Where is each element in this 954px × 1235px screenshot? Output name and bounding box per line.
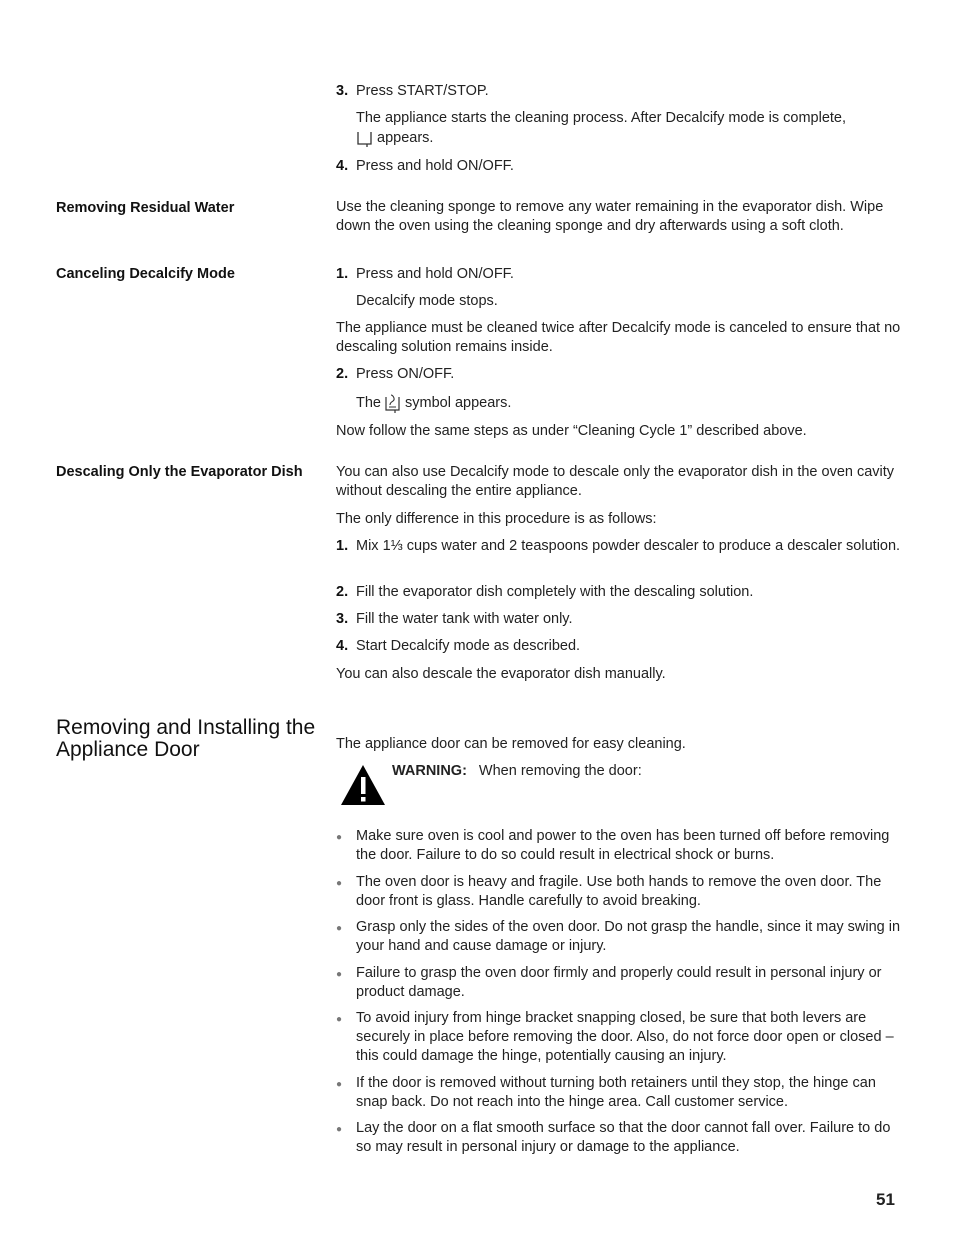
- bullet-dot: ●: [336, 878, 343, 889]
- descale-symbol-icon: [384, 393, 402, 413]
- cancel-follow: Now follow the same steps as under “Cleaning Cycle 1” described above.: [336, 423, 807, 439]
- bullet-text: The oven door is heavy and fragile. Use both hands to remove the oven door. The door front is glass. Handle carefully to avoid breaking.: [356, 874, 882, 909]
- residual-text: Use the cleaning sponge to remove any water remaining in the evaporator dish. Wipe down the oven using the cleaning sponge and dry afterwards using a soft cloth.: [336, 199, 884, 234]
- step-text: Start Decalcify mode as described.: [356, 638, 581, 654]
- step-number: 3.: [336, 83, 349, 99]
- step-note-suffix: appears.: [377, 130, 434, 146]
- step-note: The appliance starts the cleaning process. After Decalcify mode is complete,: [356, 110, 847, 126]
- descale-intro: You can also use Decalcify mode to descale only the evaporator dish in the oven cavity without descaling the entire appliance.: [336, 464, 895, 499]
- warning-text: When removing the door:: [478, 763, 642, 779]
- step-number: 2.: [336, 584, 349, 600]
- warning-label: WARNING:: [392, 763, 467, 779]
- bullet-dot: ●: [336, 1079, 343, 1090]
- step-text: Press START/STOP.: [356, 83, 489, 99]
- step-number: 2.: [336, 366, 349, 382]
- step-text: Press and hold ON/OFF.: [356, 158, 514, 174]
- bullet-dot: ●: [336, 1124, 343, 1135]
- bullet-dot: ●: [336, 832, 343, 843]
- step-text: Mix 1⅓ cups water and 2 teaspoons powder descaler to produce a descaler solution.: [356, 538, 901, 554]
- step-note: Decalcify mode stops.: [356, 293, 498, 309]
- door-intro: The appliance door can be removed for easy cleaning.: [336, 736, 686, 752]
- cancel-paragraph: The appliance must be cleaned twice after Decalcify mode is canceled to ensure that no descaling solution remains inside.: [336, 320, 901, 355]
- warning-icon: [339, 763, 387, 807]
- bullet-text: Lay the door on a flat smooth surface so that the door cannot fall over. Failure to do so may result in personal injury or damage to the appliance.: [356, 1120, 891, 1155]
- step-text: Press ON/OFF.: [356, 366, 455, 382]
- step-number: 3.: [336, 611, 349, 627]
- step-text: Press and hold ON/OFF.: [356, 266, 514, 282]
- bullet-dot: ●: [336, 969, 343, 980]
- step-number: 4.: [336, 638, 349, 654]
- step-note-line: [356, 129, 901, 148]
- descale-manual: You can also descale the evaporator dish manually.: [336, 666, 666, 682]
- bullet-text: If the door is removed without turning both retainers until they stop, the hinge can snap back. Do not reach into the hinge area. Call customer service.: [356, 1075, 876, 1110]
- bullet-text: To avoid injury from hinge bracket snapping closed, be sure that both levers are securely in place before removing the door. Also, do not force door open or closed – this could damage the hinge, potentially causing an injury.: [356, 1010, 894, 1064]
- bullet-text: Make sure oven is cool and power to the oven has been turned off before removing the door. Failure to do so could result in electrical shock or burns.: [356, 828, 890, 863]
- step-note-suffix: symbol appears.: [405, 394, 512, 411]
- step-text: Fill the water tank with water only.: [356, 611, 573, 627]
- bullet-text: Failure to grasp the oven door firmly and properly could result in personal injury or product damage.: [356, 965, 882, 1000]
- step-number: 1.: [336, 538, 349, 554]
- section-heading-residual: Removing Residual Water: [56, 200, 235, 216]
- descale-difference: The only difference in this procedure is as follows:: [336, 511, 657, 527]
- step-note-prefix: The: [356, 394, 381, 411]
- warning-line: [392, 762, 642, 781]
- step-text: Fill the evaporator dish completely with the descaling solution.: [356, 584, 754, 600]
- section-heading-cancel: Canceling Decalcify Mode: [56, 266, 235, 282]
- page-number: 51: [876, 1190, 895, 1209]
- step-number: 4.: [336, 158, 349, 174]
- dish-icon: [356, 130, 374, 148]
- bullet-dot: ●: [336, 923, 343, 934]
- step-number: 1.: [336, 266, 349, 282]
- bullet-text: Grasp only the sides of the oven door. Do not grasp the handle, since it may swing in your hand and cause damage or injury.: [356, 919, 901, 954]
- section-title-door: Removing and Installing the Appliance Door: [56, 716, 316, 761]
- bullet-dot: ●: [336, 1014, 343, 1025]
- section-heading-descale-dish: Descaling Only the Evaporator Dish: [56, 464, 303, 480]
- step-note-line: [356, 393, 901, 413]
